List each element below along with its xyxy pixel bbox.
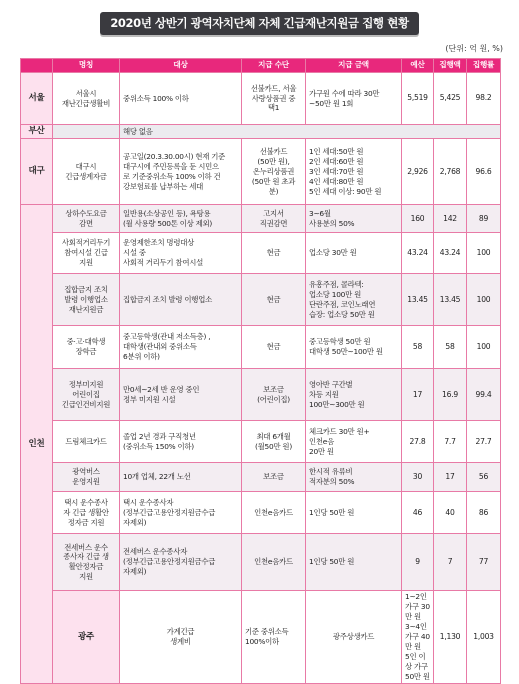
row-rate: 86: [467, 492, 501, 534]
row-means: 보조금 (어린이집): [257, 384, 290, 404]
row-budget: 17: [402, 369, 434, 421]
row-target: 택시 운수종사자 (정부긴급고용안정지원금수급 자제외): [123, 497, 216, 527]
row-budget: 9: [402, 534, 434, 591]
page-title: 2020년 상반기 광역자치단체 자체 긴급재난지원금 집행 현황: [110, 16, 409, 30]
header-region: [21, 59, 53, 73]
row-amount: 체크카드 30만 원+ 인천e음 20만 원: [309, 426, 370, 456]
table-row: [21, 421, 501, 463]
row-name: 택시 운수종사 자 긴급 생활안 정자금 지원: [63, 497, 109, 527]
header-means: 지급 수단: [242, 59, 306, 73]
header-amount: 지급 금액: [306, 59, 402, 73]
row-spent: 58: [434, 326, 467, 369]
disaster-relief-table: [20, 58, 501, 684]
header-spent: 집행액: [434, 59, 467, 73]
row-spent: 40: [434, 492, 467, 534]
row-target: 만0세~2세 반 운영 중인 정부 미지원 시설: [123, 384, 200, 404]
row-means: 현금: [266, 248, 281, 258]
row-name: 사회적거리두기 참여시설 긴급 지원: [61, 238, 111, 268]
row-rate: 89: [467, 205, 501, 233]
header-name: 명칭: [53, 59, 120, 73]
table-row: [21, 591, 501, 684]
row-target: 중위소득 100% 이하: [123, 93, 189, 103]
row-spent: 16.9: [434, 369, 467, 421]
row-spent: 5,425: [434, 73, 467, 125]
row-rate: 27.7: [467, 421, 501, 463]
row-target: 운영제한조치 명령대상 시설 중 사회적 거리두기 참여시설: [123, 238, 203, 268]
row-amount: 1인 세대:50만 원 2인 세대:60만 원 3인 세대:70만 원 4인 세대:80만 원 5인 세대 이상: 90만 원: [309, 147, 382, 196]
row-spent: 7.7: [434, 421, 467, 463]
row-name: 상하수도요금 감면: [65, 208, 107, 228]
row-name: 집합금지 조치 발령 이행업소 재난지원금: [64, 284, 108, 314]
header-target: 대상: [120, 59, 242, 73]
row-amount: 유흥주점, 콜라텍: 업소당 100만 원 단란주점, 코인노래연 습장: 업소당 50만 원: [309, 280, 376, 319]
row-rate: 98.2: [467, 73, 501, 125]
region-busan: 부산: [21, 125, 53, 139]
row-means: 광주상생카드: [332, 632, 375, 642]
table-row: [21, 125, 501, 139]
region-gwangju: 광주: [53, 591, 120, 684]
row-amount: 영아반 구간별 차등 지원 100만~300만 원: [309, 379, 365, 409]
table-row: [21, 369, 501, 421]
header-budget: 예산: [402, 59, 434, 73]
row-amount: 1~2인 가구 30만 원 3~4인 가구 40만 원 5인 이상 가구 50만 원: [405, 592, 430, 682]
row-means: 현금: [266, 294, 281, 304]
row-means: 보조금: [263, 472, 284, 482]
table-row: [21, 233, 501, 274]
row-budget: 2,926: [402, 139, 434, 205]
row-rate: 77: [467, 534, 501, 591]
row-amount: 1인당 50만 원: [309, 507, 355, 517]
row-target: 해당 없음: [120, 125, 501, 139]
table-row: [21, 492, 501, 534]
row-name: 전세버스 운수 종사자 긴급 생 활안정자금 지원: [63, 542, 109, 582]
row-target: 10개 업체, 22개 노선: [123, 472, 191, 482]
row-name: 서울시 재난긴급생활비: [61, 88, 111, 108]
row-spent: 13.45: [434, 274, 467, 326]
row-target: 공고일(20.3.30.00시) 현재 기준 대구시에 주민등록을 둔 시민으 로 기준중위소득 100% 이하 건 강보험료를 납부하는 세대: [123, 152, 226, 191]
row-spent: 43.24: [434, 233, 467, 274]
row-rate: 100: [467, 233, 501, 274]
row-means: 선불카드 (50만 원), 온누리상품권 (50만 원 초과 분): [251, 147, 296, 196]
row-amount: 중고등학생 50만 원 대학생 50만~100만 원: [309, 337, 383, 357]
row-spent: 2,768: [434, 139, 467, 205]
row-name-empty: [53, 125, 120, 139]
row-rate: 99.4: [467, 369, 501, 421]
table-row: [21, 139, 501, 205]
row-amount: 3~6월 사용분의 50%: [309, 208, 355, 228]
row-name: 대구시 긴급생계자금: [65, 161, 107, 181]
row-budget: 30: [402, 463, 434, 492]
row-spent: 142: [434, 205, 467, 233]
row-budget: 13.45: [402, 274, 434, 326]
row-budget: 43.24: [402, 233, 434, 274]
row-means: 고지서 직권감면: [259, 208, 288, 228]
row-means: 최대 6개월 (월50만 원): [255, 431, 292, 451]
row-rate: 96.6: [467, 139, 501, 205]
row-target: 전세버스 운수종사자 (정부긴급고용안정지원금수급 자제외): [123, 547, 216, 577]
row-rate: 100: [467, 326, 501, 369]
row-rate: 56: [467, 463, 501, 492]
region-incheon: 인천: [21, 205, 53, 684]
row-means: 인천e음카드: [254, 507, 293, 517]
row-target: 집합금지 조치 발령 이행업소: [123, 294, 212, 304]
row-name: 광역버스 운영지원: [72, 467, 100, 487]
region-seoul: 서울: [21, 73, 53, 125]
row-budget: 58: [402, 326, 434, 369]
row-budget: 1,130: [434, 591, 467, 684]
row-target: 졸업 2년 경과 구직청년 (중위소득 150% 이하): [123, 431, 196, 451]
title-banner: [100, 12, 419, 35]
row-amount: 한시적 유류비 적자분의 50%: [309, 467, 355, 487]
region-daegu: 대구: [21, 139, 53, 205]
row-target: 기준 중위소득 100%이하: [245, 627, 289, 647]
table-row: [21, 205, 501, 233]
row-budget: 27.8: [402, 421, 434, 463]
table-row: [21, 326, 501, 369]
row-spent: 7: [434, 534, 467, 591]
row-budget: 5,519: [402, 73, 434, 125]
unit-note: (단위: 억 원, %): [445, 44, 503, 53]
row-means: 현금: [266, 342, 281, 352]
row-means: 인천e음카드: [254, 557, 293, 567]
row-name: 정부미지원 어린이집 긴급인건비지원: [61, 379, 111, 409]
table-row: [21, 73, 501, 125]
row-name: 드림체크카드: [65, 436, 107, 446]
table-row: [21, 534, 501, 591]
row-means: 선불카드, 서울 사랑상품권 중 택1: [250, 83, 297, 113]
row-amount: 업소당 30만 원: [309, 248, 357, 258]
row-spent: 17: [434, 463, 467, 492]
row-budget: 160: [402, 205, 434, 233]
row-name: 중·고·대학생 장학금: [66, 337, 106, 357]
row-name: 가계긴급 생계비: [166, 627, 195, 647]
header-row: [21, 59, 501, 73]
row-target: 일반용(소상공인 등), 욕탕용 (월 사용량 500톤 이상 제외): [123, 208, 213, 228]
row-amount: 1인당 50만 원: [309, 557, 355, 567]
row-target: 중고등학생(관내 저소득층) , 대학생(관내외 중위소득 6분위 이하): [123, 332, 211, 362]
table-row: [21, 463, 501, 492]
row-rate: 100: [467, 274, 501, 326]
header-rate: 집행률: [467, 59, 501, 73]
row-amount: 가구원 수에 따라 30만 ~50만 원 1회: [309, 88, 380, 108]
table-row: [21, 274, 501, 326]
row-spent: 1,003: [467, 591, 501, 684]
row-budget: 46: [402, 492, 434, 534]
